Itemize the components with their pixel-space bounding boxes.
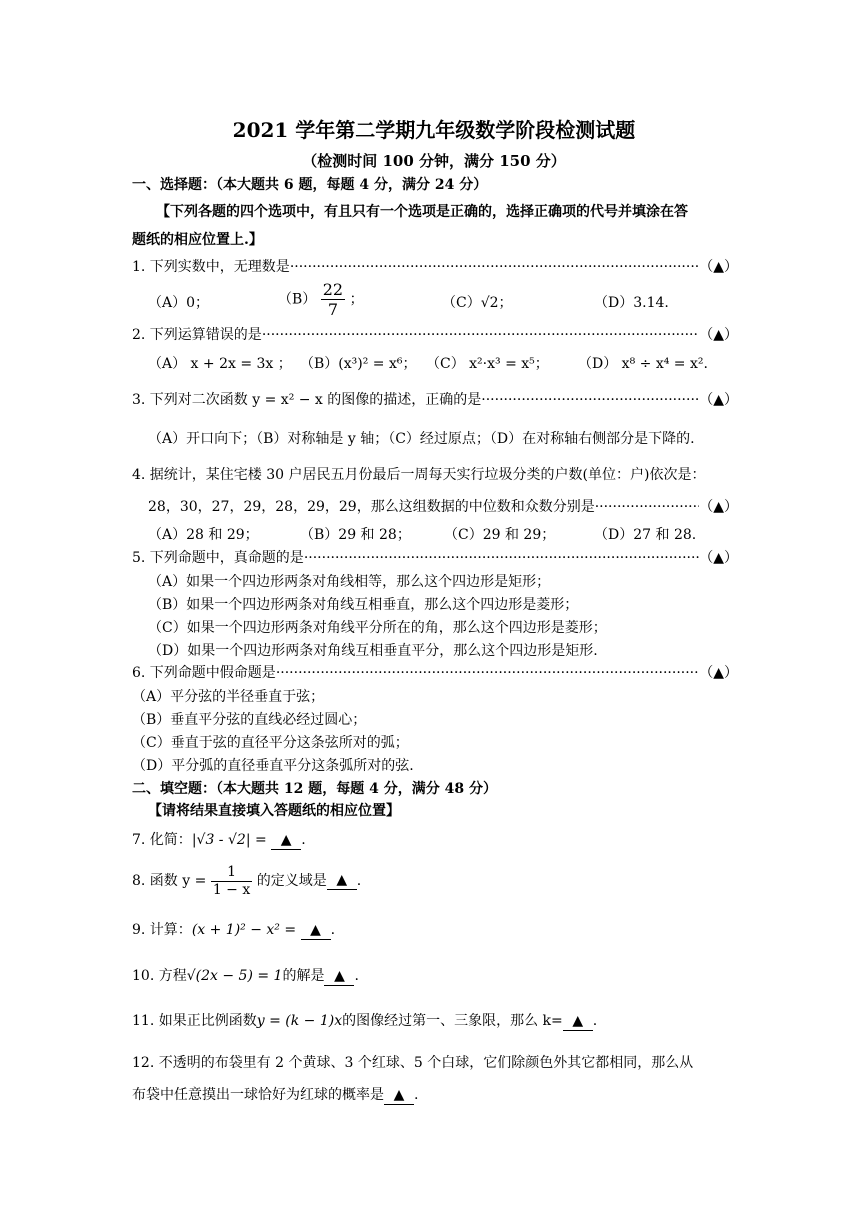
q8-fraction-denominator: 1 − x (212, 881, 251, 898)
question-11: 11. 如果正比例函数y = (k − 1)x的图像经过第一、三象限，那么 k= ▲ . (132, 1013, 598, 1029)
answer-blank: ▲ (563, 1013, 593, 1031)
question-3-stem: 3. 下列对二次函数 y = x² − x 的图像的描述，正确的是 (132, 392, 482, 408)
q5-option-b: （B）如果一个四边形两条对角线互相垂直，那么这个四边形是菱形； (148, 597, 579, 613)
question-2-stem: 2. 下列运算错误的是 (132, 327, 262, 343)
question-9: 9. 计算：(x + 1)² − x² = ▲ . (132, 922, 336, 938)
q6-option-a: （A）平分弦的半径垂直于弦； (132, 689, 325, 705)
question-8: 8. 函数 y = $\frac{1}{1 - x}$ 的定义域是 ▲ . (132, 864, 362, 898)
question-4-stem: 28，30，27，29，28，29，29，那么这组数据的中位数和众数分别是 (148, 499, 595, 515)
q1-option-d: （D）3.14. (594, 295, 669, 311)
q9-expression: (x + 1)² − x² = (191, 922, 297, 938)
answer-mark: （▲） (699, 392, 738, 408)
q5-option-a: （A）如果一个四边形两条对角线相等，那么这个四边形是矩形； (148, 574, 551, 590)
answer-blank: ▲ (327, 872, 357, 890)
q7-prefix: 7. 化简： (132, 832, 192, 848)
page-title: 2021 学年第二学期九年级数学阶段检测试题 (232, 118, 636, 142)
answer-mark: （▲） (699, 665, 738, 681)
q8-prefix: 8. 函数 y = (132, 872, 211, 889)
question-6-stem: 6. 下列命题中假命题是 (132, 665, 276, 681)
section2-instruction: 【请将结果直接填入答题纸的相应位置】 (148, 803, 400, 819)
page-subtitle: （检测时间 100 分钟，满分 150 分） (302, 152, 566, 170)
q10-expression: √(2x − 5) = 1 (186, 968, 283, 984)
answer-mark: （▲） (699, 499, 738, 515)
q1-option-c: （C）√2； (442, 295, 513, 311)
question-12-line2: 布袋中任意摸出一球恰好为红球的概率是 ▲ . (132, 1087, 419, 1103)
q6-option-b: （B）垂直平分弦的直线必经过圆心； (132, 712, 367, 728)
answer-mark: （▲） (699, 550, 738, 566)
q11-expression: y = (k − 1)x (256, 1013, 343, 1029)
q2-option-a: （A） x + 2x = 3x ； (148, 356, 292, 372)
q10-post: 的解是 (282, 968, 325, 984)
question-4-line1: 4. 据统计，某住宅楼 30 户居民五月份最后一周每天实行垃圾分类的户数(单位：户)依次是： (132, 467, 706, 483)
q1-fraction (321, 280, 345, 319)
leader-dots (262, 327, 699, 344)
q2-option-d: （D） x⁸ ÷ x⁴ = x². (578, 356, 708, 372)
question-6-stem-row (132, 665, 738, 682)
answer-blank: ▲ (271, 832, 301, 850)
q9-prefix: 9. 计算： (132, 922, 192, 938)
q8-fraction-numerator: 1 (211, 864, 252, 882)
q1-fraction-numerator: 22 (322, 280, 344, 299)
question-10: 10. 方程√(2x − 5) = 1的解是 ▲ . (132, 968, 359, 984)
q7-expression: |√3 - √2| (191, 832, 251, 848)
answer-blank: ▲ (324, 968, 354, 986)
q2-option-c: （C） x²·x³ = x⁵； (426, 356, 549, 372)
q1-option-b-label: （B） (278, 291, 317, 308)
leader-dots (481, 392, 699, 409)
leader-dots (290, 259, 699, 276)
answer-mark: （▲） (699, 327, 738, 343)
q4-option-b: （B）29 和 28； (300, 527, 411, 543)
leader-dots (276, 665, 699, 682)
answer-blank: ▲ (384, 1087, 414, 1105)
question-1-stem: 1. 下列实数中，无理数是 (132, 259, 290, 275)
q4-option-a: （A）28 和 29； (148, 527, 259, 543)
q8-fraction (211, 864, 252, 899)
q11-post: 的图像经过第一、三象限，那么 k= (342, 1013, 563, 1029)
q4-option-d: （D）27 和 28. (594, 527, 697, 543)
section1-heading: 一、选择题：（本大题共 6 题，每题 4 分，满分 24 分） (132, 177, 488, 193)
q12-line2-text: 布袋中任意摸出一球恰好为红球的概率是 (132, 1087, 384, 1103)
question-4-stem-row (148, 499, 738, 516)
q10-prefix: 10. 方程 (132, 968, 187, 984)
q11-prefix: 11. 如果正比例函数 (132, 1013, 257, 1029)
q8-post: 的定义域是 (256, 872, 327, 889)
section1-instruction-line1: 【下列各题的四个选项中，有且只有一个选项是正确的，选择正确项的代号并填涂在答 (156, 204, 688, 220)
section1-instruction-line2: 题纸的相应位置上.】 (132, 232, 263, 248)
q4-option-c: （C）29 和 29； (444, 527, 556, 543)
leader-dots (304, 550, 699, 567)
question-3-stem-row (132, 392, 738, 409)
section2-heading: 二、填空题：（本大题共 12 题，每题 4 分，满分 48 分） (132, 781, 497, 797)
answer-blank: ▲ (301, 922, 331, 940)
question-5-stem: 5. 下列命题中，真命题的是 (132, 550, 304, 566)
q7-equals: = (250, 832, 272, 848)
q1-option-b (278, 280, 364, 319)
q1-fraction-denominator: 7 (327, 300, 339, 320)
q1-option-b-tail: ； (349, 291, 364, 308)
q2-option-b: （B）(x³)² = x⁶； (300, 356, 417, 372)
leader-dots (595, 499, 700, 516)
q6-option-d: （D）平分弧的直径垂直平分这条弧所对的弦. (132, 758, 414, 774)
question-5-stem-row (132, 550, 738, 567)
q1-option-a: （A）0； (148, 295, 210, 311)
answer-mark: （▲） (699, 259, 738, 275)
q6-option-c: （C）垂直于弦的直径平分这条弦所对的弧； (132, 735, 409, 751)
q5-option-c: （C）如果一个四边形两条对角线平分所在的角，那么这个四边形是菱形； (148, 620, 607, 636)
q5-option-d: （D）如果一个四边形两条对角线互相垂直平分，那么这个四边形是矩形. (148, 643, 598, 659)
question-7: 7. 化简：|√3 - √2| = ▲ . (132, 832, 306, 848)
question-12-line1: 12. 不透明的布袋里有 2 个黄球、3 个红球、5 个白球，它们除颜色外其它都相同，那么从 (132, 1055, 694, 1071)
q3-options: （A）开口向下；（B）对称轴是 y 轴；（C）经过原点；（D）在对称轴右侧部分是下降的. (148, 431, 695, 447)
question-1-stem-row (132, 259, 738, 276)
question-2-stem-row (132, 327, 738, 344)
